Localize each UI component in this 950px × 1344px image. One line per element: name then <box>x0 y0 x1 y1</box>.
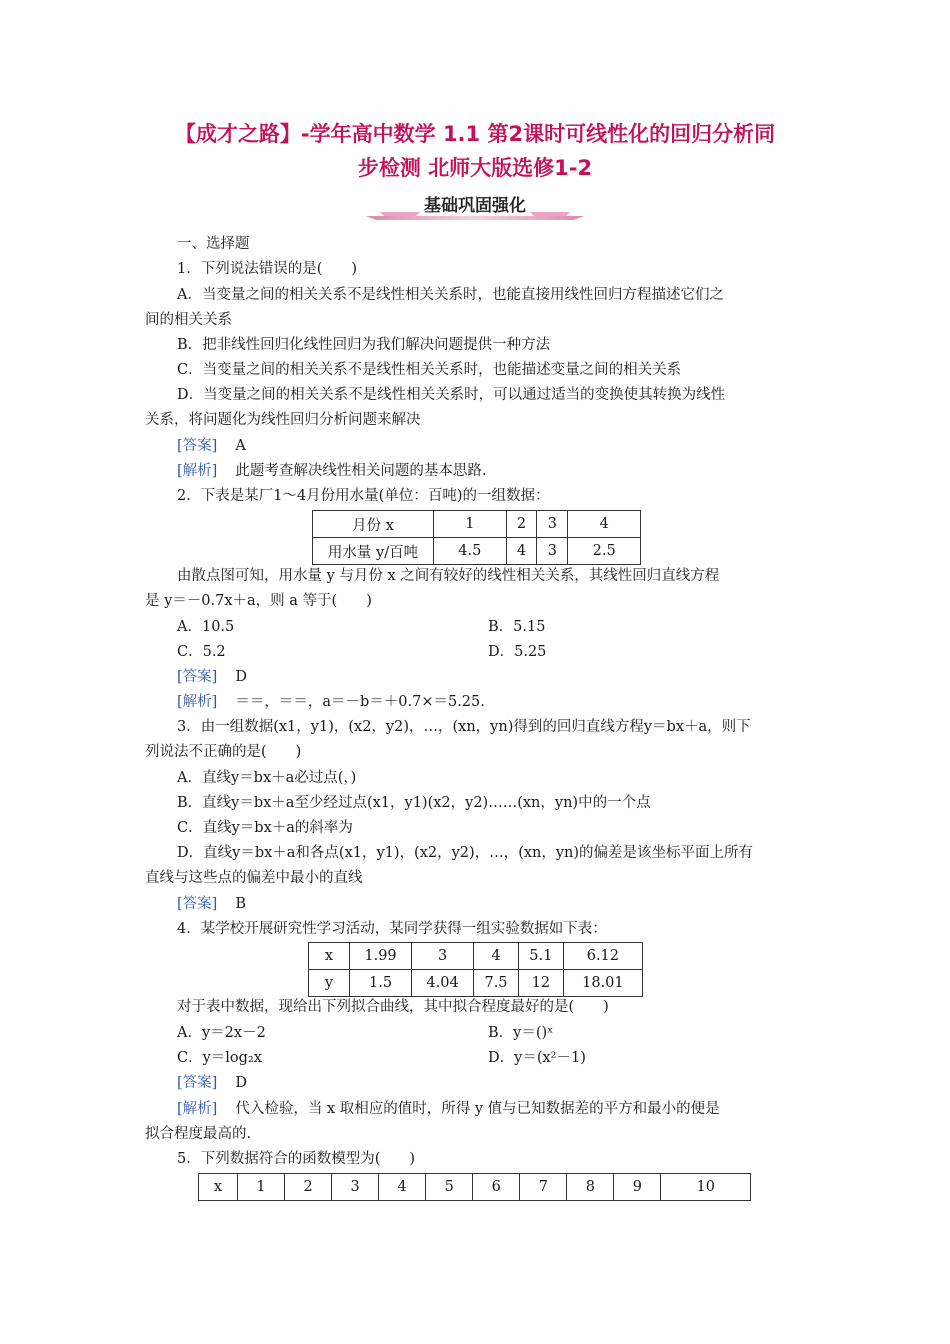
table-cell: 7.5 <box>474 970 519 997</box>
q1-stem: 1．下列说法错误的是( ) <box>177 261 358 277</box>
analysis-label: [解析] <box>177 463 218 479</box>
table-cell: 1 <box>434 511 507 538</box>
q3-option-d-line1: D．直线y＝bx＋a和各点(x1，y1)，(x2，y2)，…，(xn，yn)的偏差是该坐标平面上所有 <box>177 845 754 861</box>
q4-option-d: D．y＝(x²－1) <box>488 1050 586 1066</box>
q4-option-c: C．y＝log₂x <box>177 1050 262 1066</box>
table-cell: 1.5 <box>350 970 412 997</box>
table-cell: 12 <box>518 970 563 997</box>
q5-data-table <box>198 1173 751 1201</box>
table-cell: 5 <box>426 1174 473 1201</box>
table-cell: x <box>309 943 350 970</box>
q3-stem-line2: 列说法不正确的是( ) <box>145 744 302 760</box>
table-cell: 9 <box>614 1174 661 1201</box>
q3-option-d-line2: 直线与这些点的偏差中最小的直线 <box>145 870 363 886</box>
table-cell: 7 <box>520 1174 567 1201</box>
table-cell: 18.01 <box>563 970 642 997</box>
section-heading: 一、选择题 <box>177 236 250 252</box>
q1-option-a-line2: 间的相关关系 <box>145 312 232 328</box>
q3-stem-line1: 3．由一组数据(x1，y1)，(x2，y2)，…，(xn，yn)得到的回归直线方程y＝bx＋a，则下 <box>177 719 751 735</box>
table-cell: 3 <box>537 538 568 565</box>
q3-option-c: C．直线y＝bx＋a的斜率为 <box>177 820 353 836</box>
table-row <box>199 1174 751 1201</box>
q2-analysis-row <box>177 692 485 712</box>
q1-answer-row <box>177 436 246 456</box>
q4-analysis-line2: 拟合程度最高的. <box>145 1126 252 1142</box>
table-cell: 2 <box>506 511 537 538</box>
analysis-text: ＝＝，＝＝，a＝－b＝＋0.7×＝5.25. <box>235 694 485 710</box>
q2-data-table <box>312 510 641 565</box>
q2-text-line2: 是 y＝－0.7x＋a，则 a 等于( ) <box>145 593 372 609</box>
q4-analysis-row <box>177 1099 720 1119</box>
analysis-label: [解析] <box>177 1101 218 1117</box>
q4-option-b: B．y＝()ˣ <box>488 1025 554 1041</box>
table-row <box>313 538 641 565</box>
table-cell: 8 <box>567 1174 614 1201</box>
table-row <box>313 511 641 538</box>
analysis-label: [解析] <box>177 694 218 710</box>
answer-value: D <box>235 669 247 685</box>
table-cell: 2.5 <box>568 538 641 565</box>
answer-label: [答案] <box>177 896 218 912</box>
answer-label: [答案] <box>177 438 218 454</box>
table-cell: 2 <box>285 1174 332 1201</box>
document-title-line2: 步检测 北师大版选修1-2 <box>357 156 593 180</box>
table-cell: 4 <box>506 538 537 565</box>
q2-option-d: D．5.25 <box>488 644 547 660</box>
banner-title: 基础巩固强化 <box>424 196 526 216</box>
table-cell: 4.5 <box>434 538 507 565</box>
q1-option-b: B．把非线性回归化线性回归为我们解决问题提供一种方法 <box>177 337 551 353</box>
q2-option-b: B．5.15 <box>488 619 546 635</box>
table-cell: 4 <box>379 1174 426 1201</box>
q2-option-c: C．5.2 <box>177 644 226 660</box>
table-cell: 6 <box>473 1174 520 1201</box>
section-banner <box>360 194 590 220</box>
q3-option-a: A．直线y＝bx＋a必过点(，) <box>177 770 357 786</box>
table-cell: x <box>199 1174 238 1201</box>
table-row <box>309 943 643 970</box>
answer-label: [答案] <box>177 669 218 685</box>
q2-option-a: A．10.5 <box>177 619 235 635</box>
q1-option-a-line1: A．当变量之间的相关关系不是线性相关关系时，也能直接用线性回归方程描述它们之 <box>177 287 724 303</box>
answer-value: D <box>235 1075 247 1091</box>
q5-stem: 5．下列数据符合的函数模型为( ) <box>177 1151 416 1167</box>
q2-stem: 2．下表是某厂1～4月份用水量(单位：百吨)的一组数据： <box>177 488 550 504</box>
q4-data-table <box>308 942 643 997</box>
table-cell: 5.1 <box>518 943 563 970</box>
table-cell: 1 <box>238 1174 285 1201</box>
document-title-line1: 【成才之路】-学年高中数学 1.1 第2课时可线性化的回归分析同 <box>174 122 776 146</box>
table-cell: y <box>309 970 350 997</box>
q1-analysis-row <box>177 461 486 481</box>
answer-label: [答案] <box>177 1075 218 1091</box>
q4-answer-row <box>177 1073 247 1093</box>
analysis-text: 代入检验，当 x 取相应的值时，所得 y 值与已知数据差的平方和最小的便是 <box>235 1101 720 1117</box>
q1-option-c: C．当变量之间的相关关系不是线性相关关系时，也能描述变量之间的相关关系 <box>177 362 682 378</box>
table-cell: 3 <box>537 511 568 538</box>
q2-text-line1: 由散点图可知，用水量 y 与月份 x 之间有较好的线性相关关系，其线性回归直线方程 <box>177 568 720 584</box>
q3-answer-row <box>177 894 246 914</box>
table-cell: 月份 x <box>313 511 434 538</box>
q1-option-d-line2: 关系，将问题化为线性回归分析问题来解决 <box>145 412 421 428</box>
table-cell: 4 <box>568 511 641 538</box>
q4-stem: 4．某学校开展研究性学习活动，某同学获得一组实验数据如下表： <box>177 921 607 937</box>
table-cell: 3 <box>332 1174 379 1201</box>
analysis-text: 此题考查解决线性相关问题的基本思路. <box>235 463 487 479</box>
q3-option-b: B．直线y＝bx＋a至少经过点(x1，y1)(x2，y2)……(xn，yn)中的一个点 <box>177 795 651 811</box>
table-cell: 3 <box>412 943 474 970</box>
table-row <box>309 970 643 997</box>
table-cell: 1.99 <box>350 943 412 970</box>
answer-value: B <box>235 896 246 912</box>
q1-option-d-line1: D．当变量之间的相关关系不是线性相关关系时，可以通过适当的变换使其转换为线性 <box>177 387 726 403</box>
table-cell: 4.04 <box>412 970 474 997</box>
answer-value: A <box>235 438 246 454</box>
q4-text: 对于表中数据，现给出下列拟合曲线，其中拟合程度最好的是( ) <box>177 999 609 1015</box>
table-cell: 10 <box>661 1174 751 1201</box>
q2-answer-row <box>177 667 247 687</box>
table-cell: 4 <box>474 943 519 970</box>
table-cell: 用水量 y/百吨 <box>313 538 434 565</box>
q4-option-a: A．y＝2x－2 <box>177 1025 266 1041</box>
table-cell: 6.12 <box>563 943 642 970</box>
